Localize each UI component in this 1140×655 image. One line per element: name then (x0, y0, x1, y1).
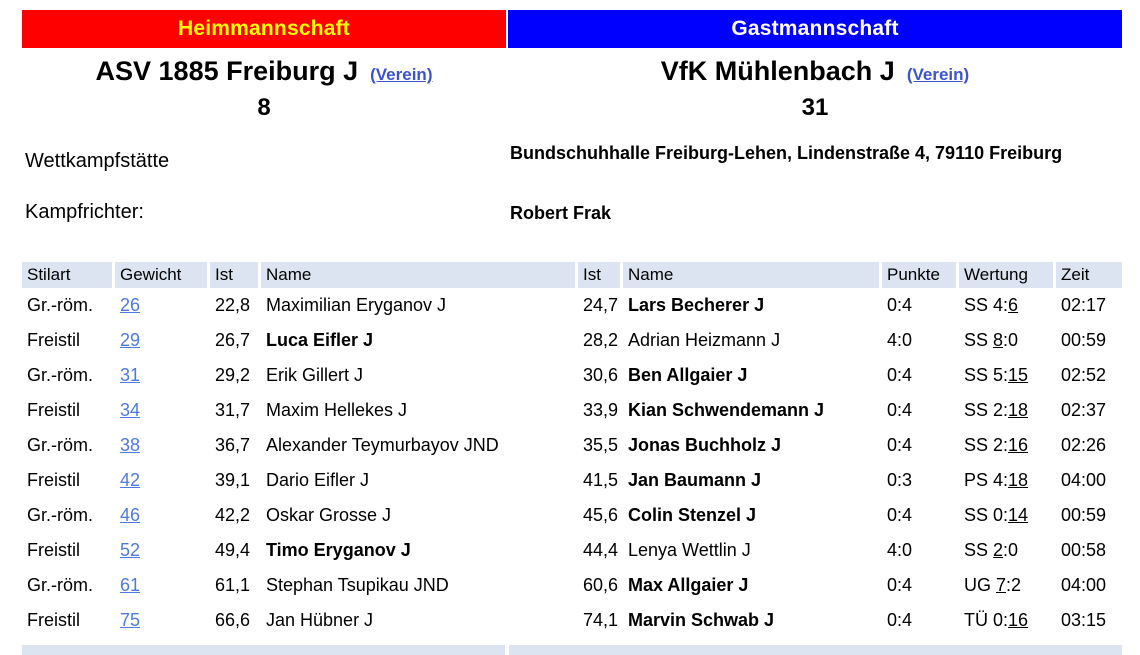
wertung-guest-points: 15 (1008, 365, 1029, 385)
cell-gewicht (115, 288, 207, 323)
home-team-score: 8 (257, 94, 271, 121)
guest-verein-link[interactable]: (Verein) (906, 65, 970, 84)
weight-class-link[interactable]: 26 (120, 295, 141, 315)
cell-wertung: PS 4:18 (964, 470, 1029, 490)
wertung-home-points: 4 (993, 295, 1004, 315)
venue-value: Bundschuhhalle Freiburg-Lehen, Lindenstraße 4, 79110 Freiburg (510, 143, 1063, 163)
cell-punkte: 4:0 (887, 330, 913, 350)
cell-gewicht (115, 533, 207, 568)
cell-guest-name: Adrian Heizmann J (628, 330, 781, 350)
wertung-guest-points: 2 (1011, 575, 1022, 595)
cell-wertung: UG 7:2 (964, 575, 1022, 595)
home-team-name: ASV 1885 Freiburg J (95, 56, 359, 86)
cell-stilart: Gr.-röm. (27, 505, 93, 525)
col-header-home-ist: Ist (210, 262, 258, 288)
col-header-gewicht: Gewicht (115, 262, 207, 288)
col-header-stilart: Stilart (22, 262, 112, 288)
wertung-type: SS (964, 435, 989, 455)
cell-punkte: 0:4 (887, 575, 913, 595)
cell-home-name: Oskar Grosse J (266, 505, 392, 525)
cell-gewicht (115, 323, 207, 358)
home-team-line (22, 56, 506, 92)
cell-stilart: Gr.-röm. (27, 435, 93, 455)
match-row (22, 288, 1122, 323)
cell-home-ist: 36,7 (215, 435, 251, 455)
match-row (22, 358, 1122, 393)
guest-team-score: 31 (801, 94, 829, 121)
wertung-home-points: 2 (993, 400, 1004, 420)
cell-punkte: 0:4 (887, 505, 913, 525)
cell-zeit: 00:58 (1061, 540, 1107, 560)
cell-guest-name: Kian Schwendemann J (628, 400, 825, 420)
wertung-home-points: 5 (993, 365, 1004, 385)
next-section-bar-left (22, 645, 505, 655)
match-row (22, 603, 1122, 638)
wertung-type: SS (964, 400, 989, 420)
cell-home-ist: 39,1 (215, 470, 251, 490)
cell-zeit: 02:37 (1061, 400, 1107, 420)
weight-class-link[interactable]: 29 (120, 330, 141, 350)
guest-team-line (508, 56, 1122, 92)
match-table-body (22, 288, 1122, 638)
wertung-type: SS (964, 540, 989, 560)
cell-home-name: Maximilian Eryganov J (266, 295, 447, 315)
cell-wertung: SS 2:0 (964, 540, 1019, 560)
cell-wertung: TÜ 0:16 (964, 610, 1029, 630)
cell-guest-name: Lenya Wettlin J (628, 540, 751, 560)
cell-stilart: Freistil (27, 330, 80, 350)
match-row (22, 463, 1122, 498)
cell-zeit: 04:00 (1061, 575, 1107, 595)
weight-class-link[interactable]: 52 (120, 540, 141, 560)
cell-wertung: SS 0:14 (964, 505, 1029, 525)
match-table-header (22, 262, 1122, 288)
referee-label: Kampfrichter: (25, 201, 144, 223)
cell-gewicht (115, 498, 207, 533)
cell-zeit: 00:59 (1061, 330, 1107, 350)
wertung-type: SS (964, 365, 989, 385)
cell-zeit: 02:26 (1061, 435, 1107, 455)
weight-class-link[interactable]: 75 (120, 610, 141, 630)
cell-guest-ist: 35,5 (583, 435, 619, 455)
match-row (22, 323, 1122, 358)
cell-stilart: Gr.-röm. (27, 295, 93, 315)
col-header-guest-ist: Ist (578, 262, 620, 288)
cell-home-name: Timo Eryganov J (266, 540, 411, 560)
match-row (22, 568, 1122, 603)
cell-wertung: SS 4:6 (964, 295, 1019, 315)
cell-home-ist: 61,1 (215, 575, 251, 595)
cell-home-name: Jan Hübner J (266, 610, 374, 630)
cell-home-ist: 66,6 (215, 610, 251, 630)
wertung-home-points: 0 (993, 610, 1004, 630)
wertung-type: SS (964, 295, 989, 315)
wertung-home-points: 8 (993, 330, 1004, 350)
cell-zeit: 04:00 (1061, 470, 1107, 490)
cell-home-ist: 29,2 (215, 365, 251, 385)
cell-home-name: Luca Eifler J (266, 330, 374, 350)
cell-gewicht (115, 358, 207, 393)
cell-home-name: Stephan Tsupikau JND (266, 575, 449, 595)
cell-guest-ist: 24,7 (583, 295, 619, 315)
cell-guest-ist: 45,6 (583, 505, 619, 525)
cell-guest-name: Ben Allgaier J (628, 365, 748, 385)
cell-guest-name: Lars Becherer J (628, 295, 765, 315)
wertung-guest-points: 16 (1008, 435, 1029, 455)
col-header-zeit: Zeit (1056, 262, 1122, 288)
wertung-home-points: 4 (993, 470, 1004, 490)
cell-stilart: Freistil (27, 610, 80, 630)
cell-guest-name: Jan Baumann J (628, 470, 762, 490)
wertung-type: SS (964, 330, 989, 350)
next-section-bar-right (509, 645, 1122, 655)
cell-wertung: SS 2:18 (964, 400, 1029, 420)
cell-guest-ist: 74,1 (583, 610, 619, 630)
col-header-home-name: Name (261, 262, 575, 288)
cell-stilart: Freistil (27, 400, 80, 420)
wertung-type: SS (964, 505, 989, 525)
col-header-guest-name: Name (623, 262, 879, 288)
wertung-type: PS (964, 470, 989, 490)
cell-home-name: Alexander Teymurbayov JND (266, 435, 499, 455)
wertung-home-points: 0 (993, 505, 1004, 525)
match-results-table (19, 262, 1125, 638)
cell-punkte: 0:4 (887, 365, 913, 385)
cell-punkte: 0:3 (887, 470, 913, 490)
wertung-home-points: 2 (993, 435, 1004, 455)
match-row (22, 428, 1122, 463)
weight-class-link[interactable]: 31 (120, 365, 141, 385)
cell-home-ist: 22,8 (215, 295, 251, 315)
cell-zeit: 00:59 (1061, 505, 1107, 525)
cell-punkte: 0:4 (887, 295, 913, 315)
wertung-guest-points: 18 (1008, 400, 1029, 420)
home-verein-link[interactable]: (Verein) (370, 65, 433, 84)
weight-class-link[interactable]: 38 (120, 435, 141, 455)
wertung-guest-points: 0 (1008, 540, 1019, 560)
cell-wertung: SS 5:15 (964, 365, 1029, 385)
cell-guest-ist: 33,9 (583, 400, 619, 420)
cell-punkte: 4:0 (887, 540, 913, 560)
cell-guest-name: Jonas Buchholz J (628, 435, 782, 455)
cell-stilart: Freistil (27, 540, 80, 560)
cell-guest-name: Max Allgaier J (628, 575, 749, 595)
weight-class-link[interactable]: 42 (120, 470, 141, 490)
match-row (22, 498, 1122, 533)
cell-punkte: 0:4 (887, 435, 913, 455)
cell-guest-name: Marvin Schwab J (628, 610, 775, 630)
cell-stilart: Freistil (27, 470, 80, 490)
cell-guest-ist: 28,2 (583, 330, 619, 350)
cell-guest-ist: 44,4 (583, 540, 619, 560)
cell-stilart: Gr.-röm. (27, 365, 93, 385)
cell-guest-ist: 60,6 (583, 575, 619, 595)
cell-stilart: Gr.-röm. (27, 575, 93, 595)
wertung-guest-points: 18 (1008, 470, 1029, 490)
cell-home-ist: 31,7 (215, 400, 251, 420)
wertung-home-points: 2 (993, 540, 1004, 560)
cell-home-name: Erik Gillert J (266, 365, 364, 385)
wertung-guest-points: 6 (1008, 295, 1019, 315)
home-team-banner: Heimmannschaft (22, 10, 506, 48)
wertung-guest-points: 16 (1008, 610, 1029, 630)
cell-guest-ist: 30,6 (583, 365, 619, 385)
weight-class-link[interactable]: 46 (120, 505, 141, 525)
cell-home-ist: 49,4 (215, 540, 251, 560)
cell-home-ist: 26,7 (215, 330, 251, 350)
cell-zeit: 03:15 (1061, 610, 1107, 630)
cell-gewicht (115, 428, 207, 463)
wertung-type: UG (964, 575, 991, 595)
weight-class-link[interactable]: 61 (120, 575, 141, 595)
cell-gewicht (115, 393, 207, 428)
referee-value: Robert Frak (510, 203, 612, 223)
match-row (22, 533, 1122, 568)
cell-gewicht (115, 603, 207, 638)
cell-home-name: Maxim Hellekes J (266, 400, 408, 420)
cell-gewicht (115, 463, 207, 498)
wertung-home-points: 7 (996, 575, 1007, 595)
wertung-type: TÜ (964, 610, 988, 630)
col-header-wertung: Wertung (959, 262, 1053, 288)
venue-label: Wettkampfstätte (25, 150, 170, 172)
cell-gewicht (115, 568, 207, 603)
cell-home-name: Dario Eifler J (266, 470, 370, 490)
cell-punkte: 0:4 (887, 400, 913, 420)
cell-home-ist: 42,2 (215, 505, 251, 525)
match-row (22, 393, 1122, 428)
weight-class-link[interactable]: 34 (120, 400, 141, 420)
cell-guest-ist: 41,5 (583, 470, 619, 490)
guest-team-name: VfK Mühlenbach J (660, 56, 895, 86)
wertung-guest-points: 0 (1008, 330, 1019, 350)
wertung-guest-points: 14 (1008, 505, 1029, 525)
guest-team-banner: Gastmannschaft (508, 10, 1122, 48)
col-header-punkte: Punkte (882, 262, 956, 288)
cell-wertung: SS 8:0 (964, 330, 1019, 350)
cell-guest-name: Colin Stenzel J (628, 505, 757, 525)
cell-zeit: 02:17 (1061, 295, 1107, 315)
cell-zeit: 02:52 (1061, 365, 1107, 385)
cell-wertung: SS 2:16 (964, 435, 1029, 455)
cell-punkte: 0:4 (887, 610, 913, 630)
